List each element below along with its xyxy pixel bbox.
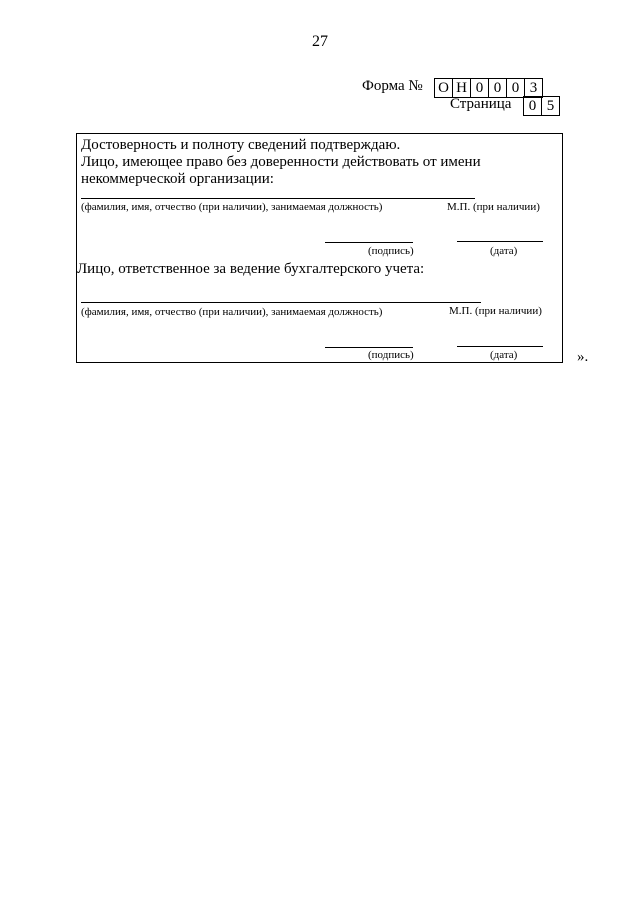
page-number: 27: [312, 33, 328, 50]
head-stamp-caption: М.П. (при наличии): [447, 201, 540, 213]
closing-quote: ».: [577, 349, 589, 365]
confirm-text: Достоверность и полноту сведений подтверждаю.: [81, 137, 401, 153]
form-code: [435, 78, 543, 98]
form-code-cell: 0: [506, 78, 525, 98]
form-code-cell: Н: [452, 78, 471, 98]
accountant-fio-line: [81, 302, 481, 303]
form-code-cell: 0: [488, 78, 507, 98]
form-code-cell: О: [434, 78, 453, 98]
accountant-date-line: [457, 346, 543, 347]
accountant-text: Лицо, ответственное за ведение бухгалтерского учета:: [77, 261, 425, 277]
head-date-line: [457, 241, 543, 242]
head-text-line1: Лицо, имеющее право без доверенности действовать от имени: [81, 154, 481, 170]
accountant-stamp-caption: М.П. (при наличии): [449, 305, 542, 317]
page-code-cell: 5: [541, 96, 560, 116]
accountant-fio-caption: (фамилия, имя, отчество (при наличии), занимаемая должность): [81, 306, 383, 318]
page-code-cell: 0: [523, 96, 542, 116]
signature-frame: [76, 133, 563, 363]
head-text-line2: некоммерческой организации:: [81, 171, 274, 187]
form-code-cell: 3: [524, 78, 543, 98]
accountant-date-caption: (дата): [490, 349, 518, 361]
head-signature-line: [325, 242, 413, 243]
accountant-signature-caption: (подпись): [368, 349, 414, 361]
head-signature-caption: (подпись): [368, 245, 414, 257]
head-fio-caption: (фамилия, имя, отчество (при наличии), занимаемая должность): [81, 201, 383, 213]
form-code-cell: 0: [470, 78, 489, 98]
head-fio-line: [81, 198, 475, 199]
page-label: Страница: [450, 96, 512, 112]
head-date-caption: (дата): [490, 245, 518, 257]
page-code: [524, 96, 560, 116]
form-label: Форма №: [362, 78, 423, 94]
accountant-signature-line: [325, 347, 413, 348]
